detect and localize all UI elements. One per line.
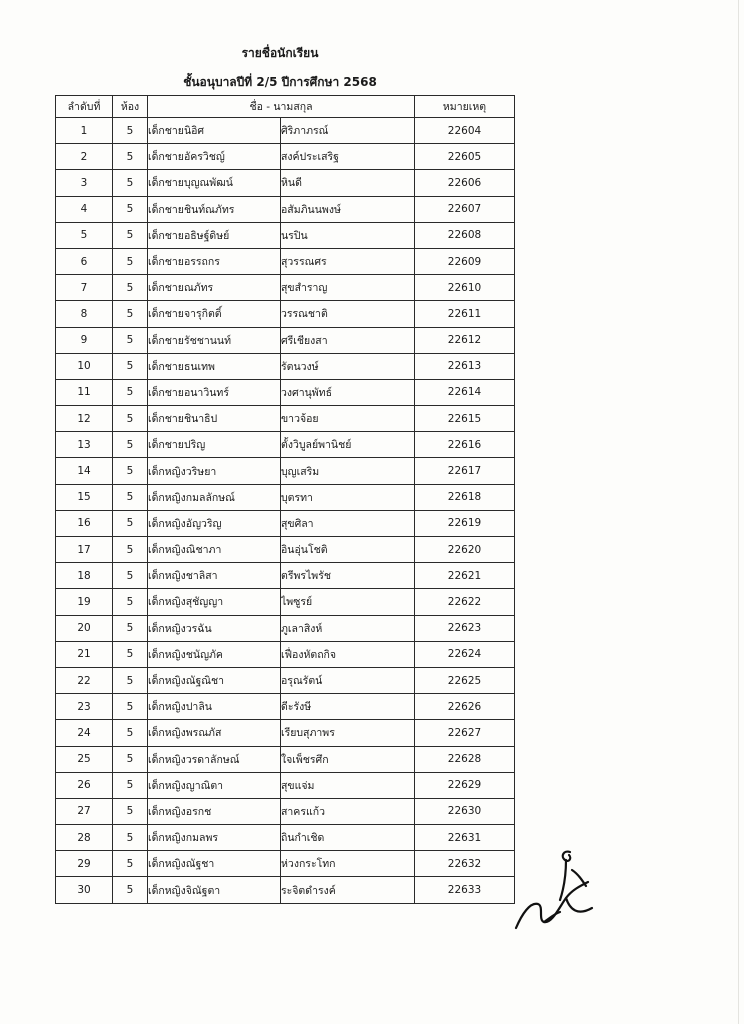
- cell-first-name: เด็กชายรัชชานนท์: [148, 327, 281, 353]
- cell-room: 5: [113, 615, 148, 641]
- cell-last-name: วรรณชาติ: [281, 301, 415, 327]
- cell-no: 16: [56, 510, 113, 536]
- cell-room: 5: [113, 589, 148, 615]
- cell-first-name: เด็กหญิงณัฐณิชา: [148, 667, 281, 693]
- cell-note: 22624: [415, 641, 515, 667]
- cell-no: 1: [56, 118, 113, 144]
- cell-first-name: เด็กหญิงอรกช: [148, 798, 281, 824]
- cell-first-name: เด็กหญิงอัญวริญ: [148, 510, 281, 536]
- cell-room: 5: [113, 563, 148, 589]
- cell-first-name: เด็กหญิงชนัญภัค: [148, 641, 281, 667]
- cell-no: 6: [56, 248, 113, 274]
- table-row: [56, 327, 515, 353]
- cell-last-name: ถินกำเชิด: [281, 825, 415, 851]
- cell-first-name: เด็กชายอัครวิชญ์: [148, 144, 281, 170]
- cell-no: 7: [56, 275, 113, 301]
- cell-no: 11: [56, 379, 113, 405]
- cell-no: 26: [56, 772, 113, 798]
- cell-first-name: เด็กหญิงพรณภัส: [148, 720, 281, 746]
- cell-room: 5: [113, 825, 148, 851]
- table-row: [56, 353, 515, 379]
- cell-no: 8: [56, 301, 113, 327]
- cell-room: 5: [113, 196, 148, 222]
- cell-first-name: เด็กหญิงกมลพร: [148, 825, 281, 851]
- cell-first-name: เด็กหญิงสุชัญญา: [148, 589, 281, 615]
- cell-last-name: สุขแจ่ม: [281, 772, 415, 798]
- cell-room: 5: [113, 458, 148, 484]
- table-row: [56, 301, 515, 327]
- table-row: [56, 720, 515, 746]
- cell-note: 22625: [415, 667, 515, 693]
- cell-first-name: เด็กชายปริญ: [148, 432, 281, 458]
- cell-last-name: รัตนวงษ์: [281, 353, 415, 379]
- cell-last-name: ศรีเชียงสา: [281, 327, 415, 353]
- cell-first-name: เด็กหญิงกมลลักษณ์: [148, 484, 281, 510]
- table-row: [56, 144, 515, 170]
- cell-room: 5: [113, 353, 148, 379]
- cell-note: 22633: [415, 877, 515, 903]
- cell-room: 5: [113, 667, 148, 693]
- cell-first-name: เด็กชายอรรถกร: [148, 248, 281, 274]
- table-row: [56, 196, 515, 222]
- cell-last-name: ไพซูรย์: [281, 589, 415, 615]
- cell-last-name: บุตรทา: [281, 484, 415, 510]
- cell-room: 5: [113, 720, 148, 746]
- cell-room: 5: [113, 275, 148, 301]
- cell-room: 5: [113, 432, 148, 458]
- cell-note: 22629: [415, 772, 515, 798]
- table-row: [56, 379, 515, 405]
- table-row: [56, 484, 515, 510]
- cell-note: 22615: [415, 406, 515, 432]
- table-row: [56, 222, 515, 248]
- cell-last-name: ระจิตดำรงค์: [281, 877, 415, 903]
- cell-no: 3: [56, 170, 113, 196]
- cell-note: 22622: [415, 589, 515, 615]
- cell-room: 5: [113, 406, 148, 432]
- cell-note: 22605: [415, 144, 515, 170]
- cell-last-name: ขาวจ้อย: [281, 406, 415, 432]
- cell-first-name: เด็กชายอธิษฐ์ดิษย์: [148, 222, 281, 248]
- cell-last-name: ห่วงกระโทก: [281, 851, 415, 877]
- cell-note: 22621: [415, 563, 515, 589]
- cell-first-name: เด็กหญิงณัฐชา: [148, 851, 281, 877]
- cell-no: 30: [56, 877, 113, 903]
- cell-room: 5: [113, 510, 148, 536]
- cell-note: 22616: [415, 432, 515, 458]
- cell-note: 22623: [415, 615, 515, 641]
- cell-last-name: สุขสำราญ: [281, 275, 415, 301]
- cell-last-name: ภูเลาสิงห์: [281, 615, 415, 641]
- table-row: [56, 798, 515, 824]
- cell-room: 5: [113, 746, 148, 772]
- cell-room: 5: [113, 248, 148, 274]
- cell-first-name: เด็กหญิงญาณิตา: [148, 772, 281, 798]
- table-row: [56, 563, 515, 589]
- cell-first-name: เด็กหญิงณิชาภา: [148, 537, 281, 563]
- cell-no: 10: [56, 353, 113, 379]
- table-header-row: [56, 96, 515, 118]
- cell-room: 5: [113, 877, 148, 903]
- table-row: [56, 615, 515, 641]
- cell-note: 22613: [415, 353, 515, 379]
- cell-room: 5: [113, 537, 148, 563]
- table-row: [56, 170, 515, 196]
- cell-note: 22604: [415, 118, 515, 144]
- cell-first-name: เด็กหญิงจิณัฐตา: [148, 877, 281, 903]
- table-row: [56, 248, 515, 274]
- cell-last-name: สุขศิลา: [281, 510, 415, 536]
- cell-room: 5: [113, 327, 148, 353]
- cell-last-name: บุญเสริม: [281, 458, 415, 484]
- cell-last-name: ดีะรังษี: [281, 694, 415, 720]
- cell-no: 25: [56, 746, 113, 772]
- cell-note: 22632: [415, 851, 515, 877]
- cell-last-name: อรุณรัตน์: [281, 667, 415, 693]
- cell-last-name: สาครแก้ว: [281, 798, 415, 824]
- cell-note: 22619: [415, 510, 515, 536]
- cell-note: 22620: [415, 537, 515, 563]
- cell-no: 15: [56, 484, 113, 510]
- cell-first-name: เด็กหญิงวรดาลักษณ์: [148, 746, 281, 772]
- cell-first-name: เด็กชายชินท์ณภัทร: [148, 196, 281, 222]
- document-title: รายชื่อนักเรียน: [241, 46, 319, 60]
- cell-no: 9: [56, 327, 113, 353]
- cell-no: 24: [56, 720, 113, 746]
- header-no: ลำดับที่: [56, 96, 113, 118]
- cell-last-name: ใจเพ็ชรศึก: [281, 746, 415, 772]
- cell-first-name: เด็กหญิงวรฉัน: [148, 615, 281, 641]
- cell-first-name: เด็กหญิงปาลิน: [148, 694, 281, 720]
- cell-no: 27: [56, 798, 113, 824]
- cell-no: 17: [56, 537, 113, 563]
- cell-room: 5: [113, 379, 148, 405]
- cell-last-name: นรปิน: [281, 222, 415, 248]
- signature-icon: [508, 840, 603, 935]
- cell-last-name: อินอุ่นโชติ: [281, 537, 415, 563]
- cell-no: 2: [56, 144, 113, 170]
- cell-room: 5: [113, 170, 148, 196]
- cell-last-name: ตรีพรไพรัช: [281, 563, 415, 589]
- student-roster-table: [55, 95, 515, 904]
- table-row: [56, 877, 515, 903]
- cell-room: 5: [113, 118, 148, 144]
- document-subtitle: ชั้นอนุบาลปีที่ 2/5 ปีการศึกษา 2568: [183, 75, 377, 89]
- cell-last-name: สุวรรณศร: [281, 248, 415, 274]
- table-row: [56, 510, 515, 536]
- table-body: [56, 118, 515, 904]
- table-row: [56, 746, 515, 772]
- cell-note: 22607: [415, 196, 515, 222]
- cell-no: 20: [56, 615, 113, 641]
- table-row: [56, 772, 515, 798]
- cell-first-name: เด็กชายณภัทร: [148, 275, 281, 301]
- cell-room: 5: [113, 851, 148, 877]
- cell-no: 12: [56, 406, 113, 432]
- header-room: ห้อง: [113, 96, 148, 118]
- cell-note: 22606: [415, 170, 515, 196]
- cell-last-name: ตั้งวิบูลย์พานิชย์: [281, 432, 415, 458]
- cell-room: 5: [113, 484, 148, 510]
- cell-note: 22626: [415, 694, 515, 720]
- table-row: [56, 275, 515, 301]
- cell-no: 13: [56, 432, 113, 458]
- table-row: [56, 458, 515, 484]
- cell-note: 22611: [415, 301, 515, 327]
- cell-room: 5: [113, 222, 148, 248]
- cell-last-name: ศิริภาภรณ์: [281, 118, 415, 144]
- cell-first-name: เด็กหญิงวริษยา: [148, 458, 281, 484]
- cell-note: 22608: [415, 222, 515, 248]
- cell-note: 22614: [415, 379, 515, 405]
- cell-first-name: เด็กชายชินาธิป: [148, 406, 281, 432]
- cell-room: 5: [113, 798, 148, 824]
- cell-first-name: เด็กหญิงชาลิสา: [148, 563, 281, 589]
- table-row: [56, 432, 515, 458]
- cell-note: 22612: [415, 327, 515, 353]
- cell-no: 28: [56, 825, 113, 851]
- cell-note: 22628: [415, 746, 515, 772]
- cell-no: 5: [56, 222, 113, 248]
- cell-no: 23: [56, 694, 113, 720]
- header-note: หมายเหตุ: [415, 96, 515, 118]
- cell-no: 14: [56, 458, 113, 484]
- cell-last-name: เฟื่องหัตถกิจ: [281, 641, 415, 667]
- table-row: [56, 825, 515, 851]
- table-row: [56, 694, 515, 720]
- cell-room: 5: [113, 772, 148, 798]
- cell-last-name: วงศานุพัทธ์: [281, 379, 415, 405]
- cell-last-name: อสัมภินนพงษ์: [281, 196, 415, 222]
- table-row: [56, 851, 515, 877]
- cell-no: 4: [56, 196, 113, 222]
- cell-room: 5: [113, 641, 148, 667]
- cell-no: 18: [56, 563, 113, 589]
- cell-room: 5: [113, 301, 148, 327]
- cell-first-name: เด็กชายบุญณพัฒน์: [148, 170, 281, 196]
- cell-room: 5: [113, 694, 148, 720]
- scan-edge-line: [738, 0, 739, 1024]
- cell-note: 22618: [415, 484, 515, 510]
- table-row: [56, 537, 515, 563]
- cell-no: 29: [56, 851, 113, 877]
- cell-note: 22609: [415, 248, 515, 274]
- cell-note: 22610: [415, 275, 515, 301]
- cell-first-name: เด็กชายธนเทพ: [148, 353, 281, 379]
- cell-note: 22627: [415, 720, 515, 746]
- cell-first-name: เด็กชายอนาวินทร์: [148, 379, 281, 405]
- table-row: [56, 589, 515, 615]
- table-row: [56, 667, 515, 693]
- cell-last-name: เรียบสุภาพร: [281, 720, 415, 746]
- table-row: [56, 118, 515, 144]
- cell-note: 22630: [415, 798, 515, 824]
- cell-first-name: เด็กชายนิอิศ: [148, 118, 281, 144]
- cell-note: 22631: [415, 825, 515, 851]
- cell-first-name: เด็กชายจารุกิตติ์: [148, 301, 281, 327]
- cell-no: 19: [56, 589, 113, 615]
- cell-last-name: สงค์ประเสริฐ: [281, 144, 415, 170]
- cell-room: 5: [113, 144, 148, 170]
- table-row: [56, 641, 515, 667]
- cell-no: 21: [56, 641, 113, 667]
- cell-last-name: หินดี: [281, 170, 415, 196]
- cell-no: 22: [56, 667, 113, 693]
- table-row: [56, 406, 515, 432]
- cell-note: 22617: [415, 458, 515, 484]
- header-name: ชื่อ - นามสกุล: [148, 96, 415, 118]
